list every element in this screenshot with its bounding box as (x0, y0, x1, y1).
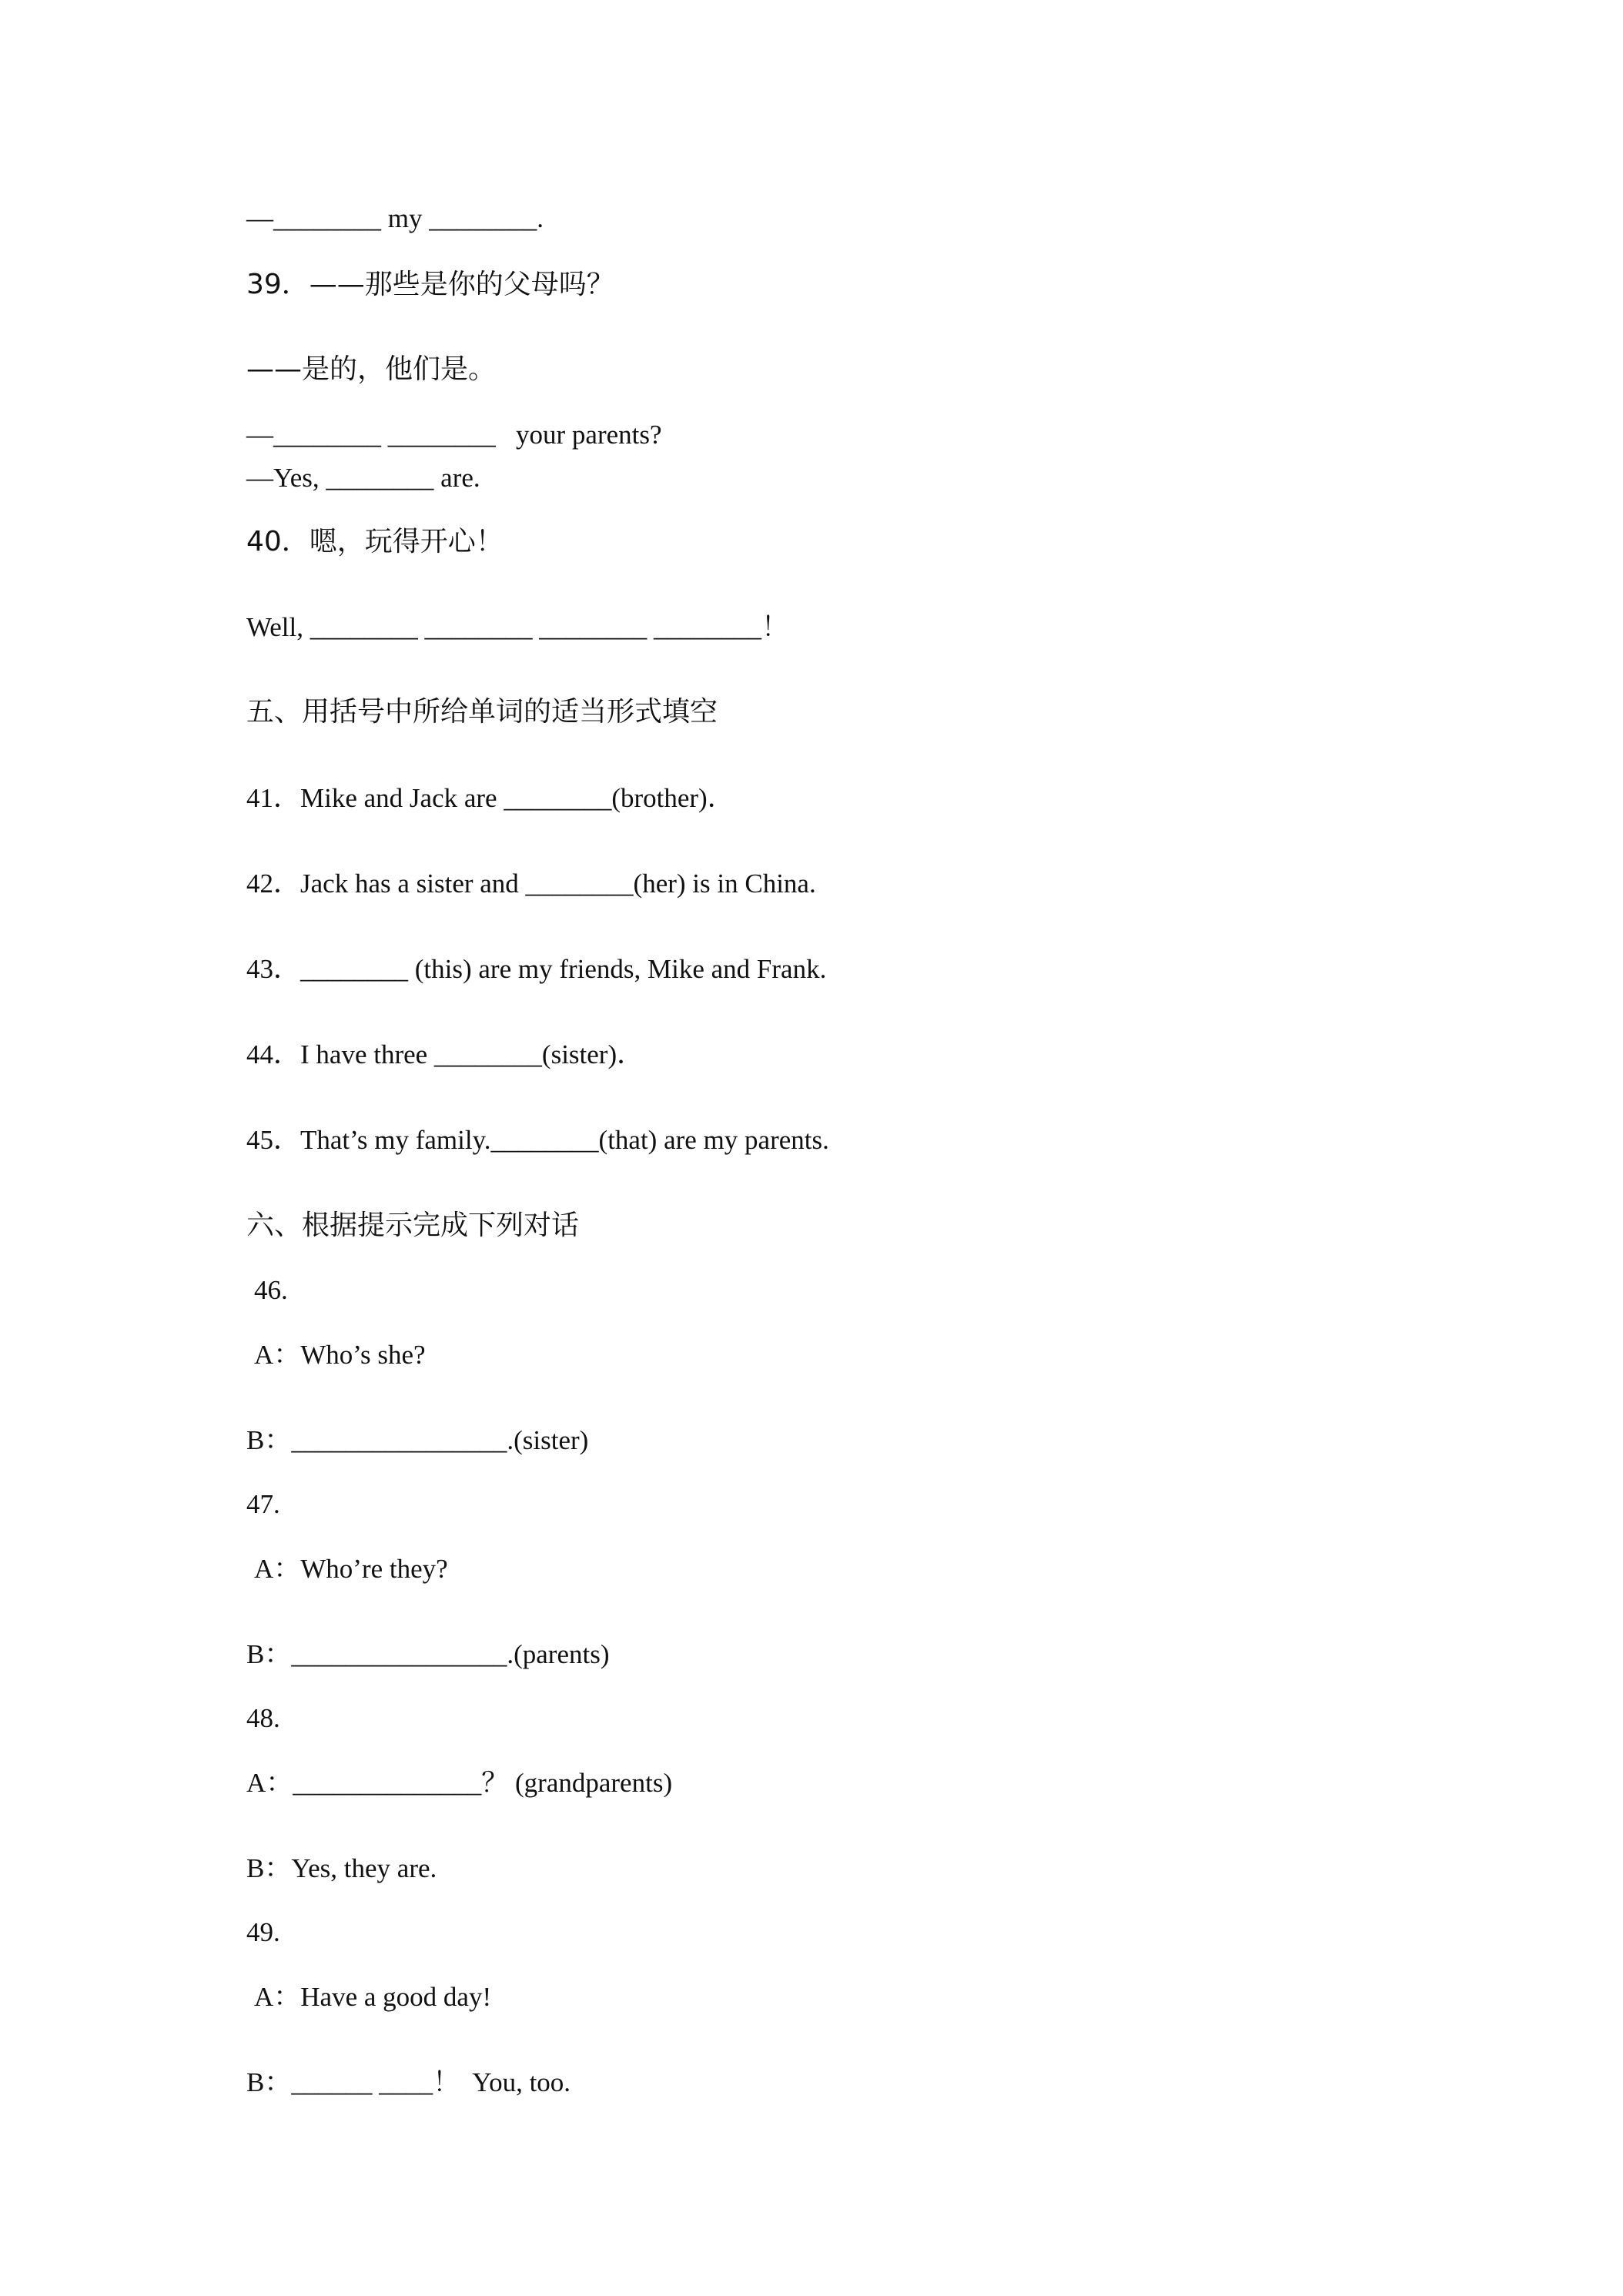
question-49-number: 49. (246, 1917, 280, 1947)
question-46-line-a: A：Who’s she? (254, 1340, 426, 1370)
question-39-reply: ——是的，他们是。 (246, 353, 497, 385)
question-41: 41．Mike and Jack are ________(brother)． (246, 783, 735, 813)
question-45: 45．That’s my family.________(that) are my parents. (246, 1125, 829, 1155)
question-47-line-a: A：Who’re they? (254, 1554, 448, 1584)
question-46-number: 46. (254, 1275, 288, 1305)
question-40-prompt: 40．嗯，玩得开心！ (246, 526, 504, 557)
question-48-line-a: A：______________？ (grandparents) (246, 1768, 673, 1798)
question-48-number: 48. (246, 1703, 280, 1733)
question-49-line-a: A：Have a good day! (254, 1982, 492, 2012)
question-46-line-b: B：________________.(sister) (246, 1425, 589, 1455)
question-42: 42．Jack has a sister and ________(her) is in China. (246, 869, 816, 899)
question-39-answer-1: —________ ________ your parents? (246, 420, 662, 450)
section-5-heading: 五、用括号中所给单词的适当形式填空 (246, 696, 718, 728)
answer-line-38: —________ my ________. (246, 203, 544, 233)
question-49-line-b: B：______ ____！ You, too. (246, 2067, 571, 2097)
question-47-number: 47. (246, 1489, 280, 1519)
section-6-heading: 六、根据提示完成下列对话 (246, 1210, 580, 1241)
question-47-line-b: B：________________.(parents) (246, 1639, 610, 1669)
question-39-prompt: 39．——那些是你的父母吗？ (246, 269, 614, 300)
question-48-line-b: B：Yes, they are. (246, 1853, 437, 1883)
question-43: 43．________ (this) are my friends, Mike and Frank. (246, 954, 827, 984)
question-44: 44．I have three ________(sister)． (246, 1039, 644, 1069)
question-39-answer-2: —Yes, ________ are. (246, 463, 480, 493)
question-40-answer: Well, ________ ________ ________ ________！ (246, 612, 788, 642)
